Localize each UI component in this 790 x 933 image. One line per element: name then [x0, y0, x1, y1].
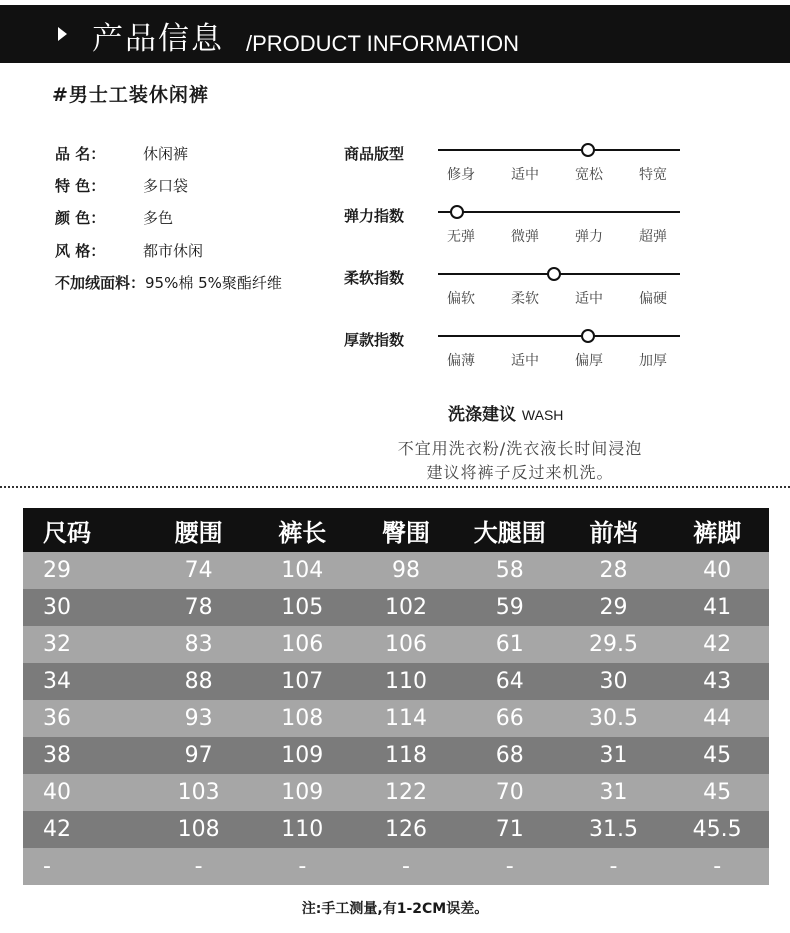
table-cell: 122: [385, 780, 428, 805]
table-header-cell: 大腿围: [473, 518, 546, 547]
table-header-cell: 臀围: [382, 518, 431, 547]
scale-option: 偏软: [447, 291, 475, 307]
table-cell: 59: [495, 595, 524, 620]
scale-line: [438, 211, 680, 213]
table-cell: 45.5: [692, 817, 742, 842]
table-row: [23, 700, 769, 737]
scale-option: 柔软: [511, 291, 539, 307]
table-header-row: [23, 508, 769, 552]
scale-option: 无弹: [447, 229, 475, 245]
table-cell: 30: [43, 595, 71, 620]
scale-label-thickness: 厚款指数: [344, 331, 405, 349]
table-cell: 70: [495, 780, 524, 805]
table-cell: 42: [703, 632, 732, 657]
table-cell: 32: [43, 632, 71, 657]
table-cell: 114: [385, 706, 428, 731]
table-cell: 126: [385, 817, 428, 842]
table-cell: 108: [281, 706, 324, 731]
table-cell: 78: [184, 595, 213, 620]
scale-line: [438, 149, 680, 151]
table-cell: 28: [599, 558, 628, 583]
table-cell: 45: [703, 743, 732, 768]
scale-option: 特宽: [639, 167, 667, 183]
table-body: [23, 552, 769, 885]
table-cell: 93: [184, 706, 213, 731]
header-banner: [0, 5, 790, 63]
table-cell: 58: [495, 558, 524, 583]
arrow-right-icon: [58, 27, 67, 41]
table-cell: 66: [495, 706, 524, 731]
table-row: [23, 848, 769, 885]
scale-option: 偏厚: [575, 353, 603, 369]
scale-indicator: [581, 329, 595, 343]
info-row-feature: [55, 175, 188, 196]
scale-option: 超弹: [639, 229, 667, 245]
scale-label-elastic: 弹力指数: [344, 207, 405, 225]
table-cell: 74: [184, 558, 213, 583]
table-cell: 106: [385, 632, 428, 657]
scale-label-softness: 柔软指数: [344, 269, 405, 287]
table-cell: 61: [495, 632, 524, 657]
table-cell: 31.5: [588, 817, 638, 842]
table-cell: 29: [43, 558, 71, 583]
wash-title: [448, 400, 563, 425]
wash-instruction: 不宜用洗衣粉/洗衣液长时间浸泡: [397, 439, 643, 458]
table-cell: 34: [43, 669, 71, 694]
table-header-cell: 裤脚: [693, 518, 742, 547]
banner-title-en: /PRODUCT INFORMATION: [246, 31, 519, 56]
table-row: [23, 663, 769, 700]
wash-instruction: 建议将裤子反过来机洗。: [426, 463, 614, 482]
table-cell: 107: [281, 669, 324, 694]
table-cell: 42: [43, 817, 71, 842]
table-cell: -: [298, 854, 307, 879]
table-cell: 30.5: [588, 706, 638, 731]
table-cell: 109: [281, 743, 324, 768]
info-label: 风 格：: [55, 242, 106, 260]
table-cell: -: [43, 854, 51, 879]
table-cell: 103: [177, 780, 220, 805]
scale-option: 弹力: [575, 229, 603, 245]
table-cell: 31: [599, 743, 628, 768]
wash-title-en: WASH: [521, 407, 564, 423]
table-cell: -: [713, 854, 722, 879]
table-cell: 29: [599, 595, 628, 620]
scale-option: 修身: [447, 167, 475, 183]
table-cell: 108: [177, 817, 220, 842]
scale-label-fit: 商品版型: [344, 145, 405, 163]
table-cell: 40: [703, 558, 732, 583]
table-cell: 83: [184, 632, 213, 657]
table-cell: 43: [703, 669, 732, 694]
table-cell: 36: [43, 706, 71, 731]
info-label: 品 名：: [55, 145, 106, 163]
info-row-name: [55, 143, 188, 164]
table-cell: 45: [703, 780, 732, 805]
table-cell: 41: [703, 595, 732, 620]
scale-option: 适中: [575, 291, 603, 307]
scale-option: 适中: [511, 353, 539, 369]
table-cell: 109: [281, 780, 324, 805]
table-cell: 29.5: [588, 632, 638, 657]
scale-option: 宽松: [575, 167, 603, 183]
table-cell: -: [609, 854, 618, 879]
table-cell: -: [505, 854, 514, 879]
info-value: 休闲裤: [143, 145, 189, 163]
table-header-cell: 腰围: [174, 518, 223, 547]
scale-indicator: [547, 267, 561, 281]
table-cell: 38: [43, 743, 71, 768]
table-row: [23, 774, 769, 811]
table-cell: 118: [385, 743, 428, 768]
table-cell: 68: [495, 743, 524, 768]
table-cell: 110: [281, 817, 324, 842]
table-cell: 64: [495, 669, 524, 694]
scale-option: 加厚: [639, 353, 667, 369]
table-cell: 40: [43, 780, 71, 805]
table-cell: -: [402, 854, 410, 879]
table-cell: 44: [703, 706, 732, 731]
wash-title-cn: 洗涤建议: [448, 405, 516, 425]
table-row: [23, 626, 769, 663]
scale-option: 偏硬: [639, 291, 667, 307]
table-cell: 31: [599, 780, 628, 805]
table-cell: 110: [385, 669, 428, 694]
info-row-color: [55, 207, 173, 228]
table-row: [23, 811, 769, 848]
scale-option: 适中: [511, 167, 539, 183]
scale-option: 微弹: [511, 229, 539, 245]
info-label: 颜 色：: [55, 209, 106, 227]
scale-line: [438, 335, 680, 337]
table-cell: 106: [281, 632, 324, 657]
table-cell: 88: [184, 669, 213, 694]
table-cell: 30: [599, 669, 628, 694]
info-row-fabric: [55, 272, 282, 293]
measurement-note: 注:手工测量,有1-2CM误差。: [301, 901, 489, 917]
product-subtitle: #男士工装休闲裤: [52, 84, 209, 106]
table-header-cell: 裤长: [278, 518, 327, 547]
fabric-value: 95%棉 5%聚酯纤维: [145, 274, 282, 292]
table-row: [23, 737, 769, 774]
table-row: [23, 552, 769, 589]
info-value: 都市休闲: [143, 242, 204, 260]
table-cell: 105: [281, 595, 324, 620]
table-cell: 97: [184, 743, 213, 768]
table-cell: 98: [392, 558, 421, 583]
table-cell: 71: [495, 817, 524, 842]
table-row: [23, 589, 769, 626]
info-value: 多口袋: [143, 177, 189, 195]
table-header-cell: 尺码: [43, 518, 91, 547]
info-value: 多色: [143, 209, 174, 227]
info-label: 特 色：: [55, 177, 106, 195]
table-header-cell: 前档: [589, 518, 638, 547]
banner-title: 产品信息: [92, 21, 224, 57]
scale-option: 偏薄: [447, 353, 475, 369]
scale-indicator: [581, 143, 595, 157]
size-table: [23, 508, 769, 885]
table-cell: -: [194, 854, 203, 879]
dotted-divider: [0, 486, 790, 488]
table-cell: 104: [281, 558, 324, 583]
fabric-label: 不加绒面料：: [55, 274, 146, 292]
table-cell: 102: [385, 595, 428, 620]
scale-indicator: [450, 205, 464, 219]
info-row-style: [55, 240, 203, 261]
